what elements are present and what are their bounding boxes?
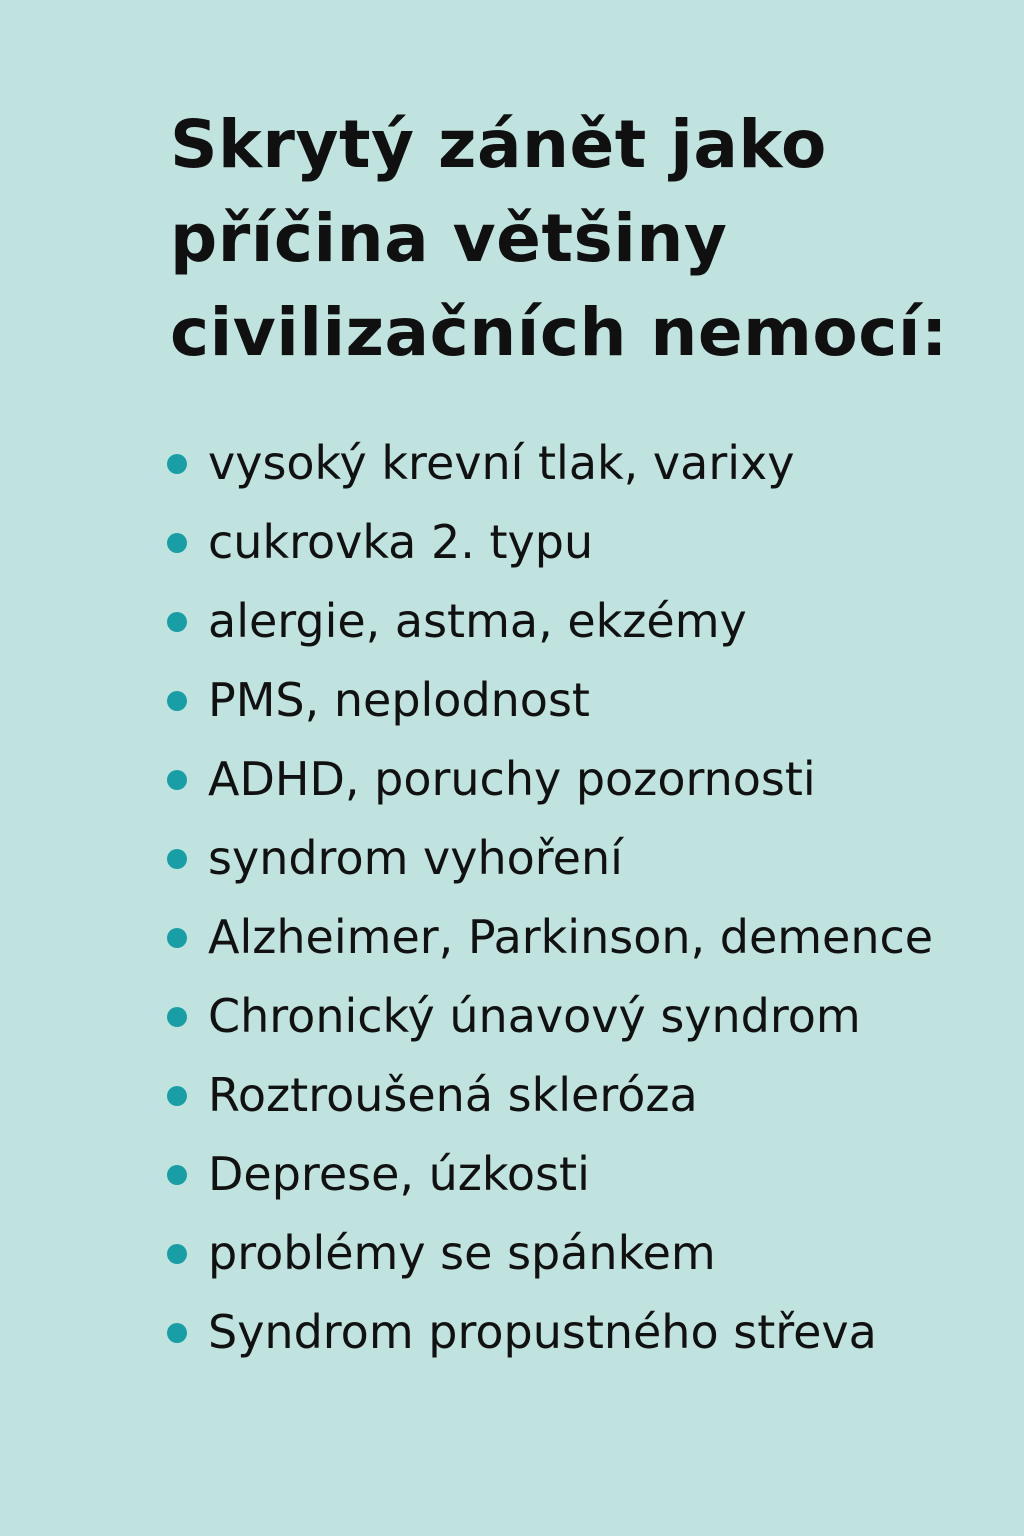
list-item-text: PMS, neplodnost [208,673,590,727]
bullet-icon [167,1323,187,1343]
bullet-icon [167,454,187,474]
list-item-text: Syndrom propustného střeva [208,1305,877,1359]
list-item [160,661,1010,740]
list-item-text: cukrovka 2. typu [208,515,594,569]
list-item [160,424,1010,503]
bullet-icon [167,1086,187,1106]
list-item [160,1056,1010,1135]
bullet-icon [167,928,187,948]
title-line-2: příčina většiny [170,200,728,277]
bullet-icon [167,770,187,790]
list-item-text: Roztroušená skleróza [208,1068,698,1122]
list-item-text: alergie, astma, ekzémy [208,594,747,648]
list-item [160,1293,1010,1372]
list-item [160,582,1010,661]
list-item-text: Chronický únavový syndrom [208,989,861,1043]
bullet-icon [167,849,187,869]
bullet-icon [167,1007,187,1027]
bullet-icon [167,533,187,553]
list-item-text: Deprese, úzkosti [208,1147,590,1201]
list-item-text: Alzheimer, Parkinson, demence [208,910,934,964]
bullet-icon [167,1165,187,1185]
list-item [160,898,1010,977]
list-item [160,819,1010,898]
disease-list [160,424,1010,1372]
bullet-icon [167,612,187,632]
list-item-text: vysoký krevní tlak, varixy [208,436,795,490]
title-line-3: civilizačních nemocí: [170,294,948,371]
list-item-text: ADHD, poruchy pozornosti [208,752,816,806]
title-line-1: Skrytý zánět jako [170,106,827,183]
list-item [160,740,1010,819]
bullet-icon [167,691,187,711]
list-item [160,977,1010,1056]
list-item-text: problémy se spánkem [208,1226,716,1280]
list-item [160,1214,1010,1293]
list-item [160,503,1010,582]
page-title [170,98,1000,380]
bullet-icon [167,1244,187,1264]
list-item-text: syndrom vyhoření [208,831,623,885]
list-item [160,1135,1010,1214]
